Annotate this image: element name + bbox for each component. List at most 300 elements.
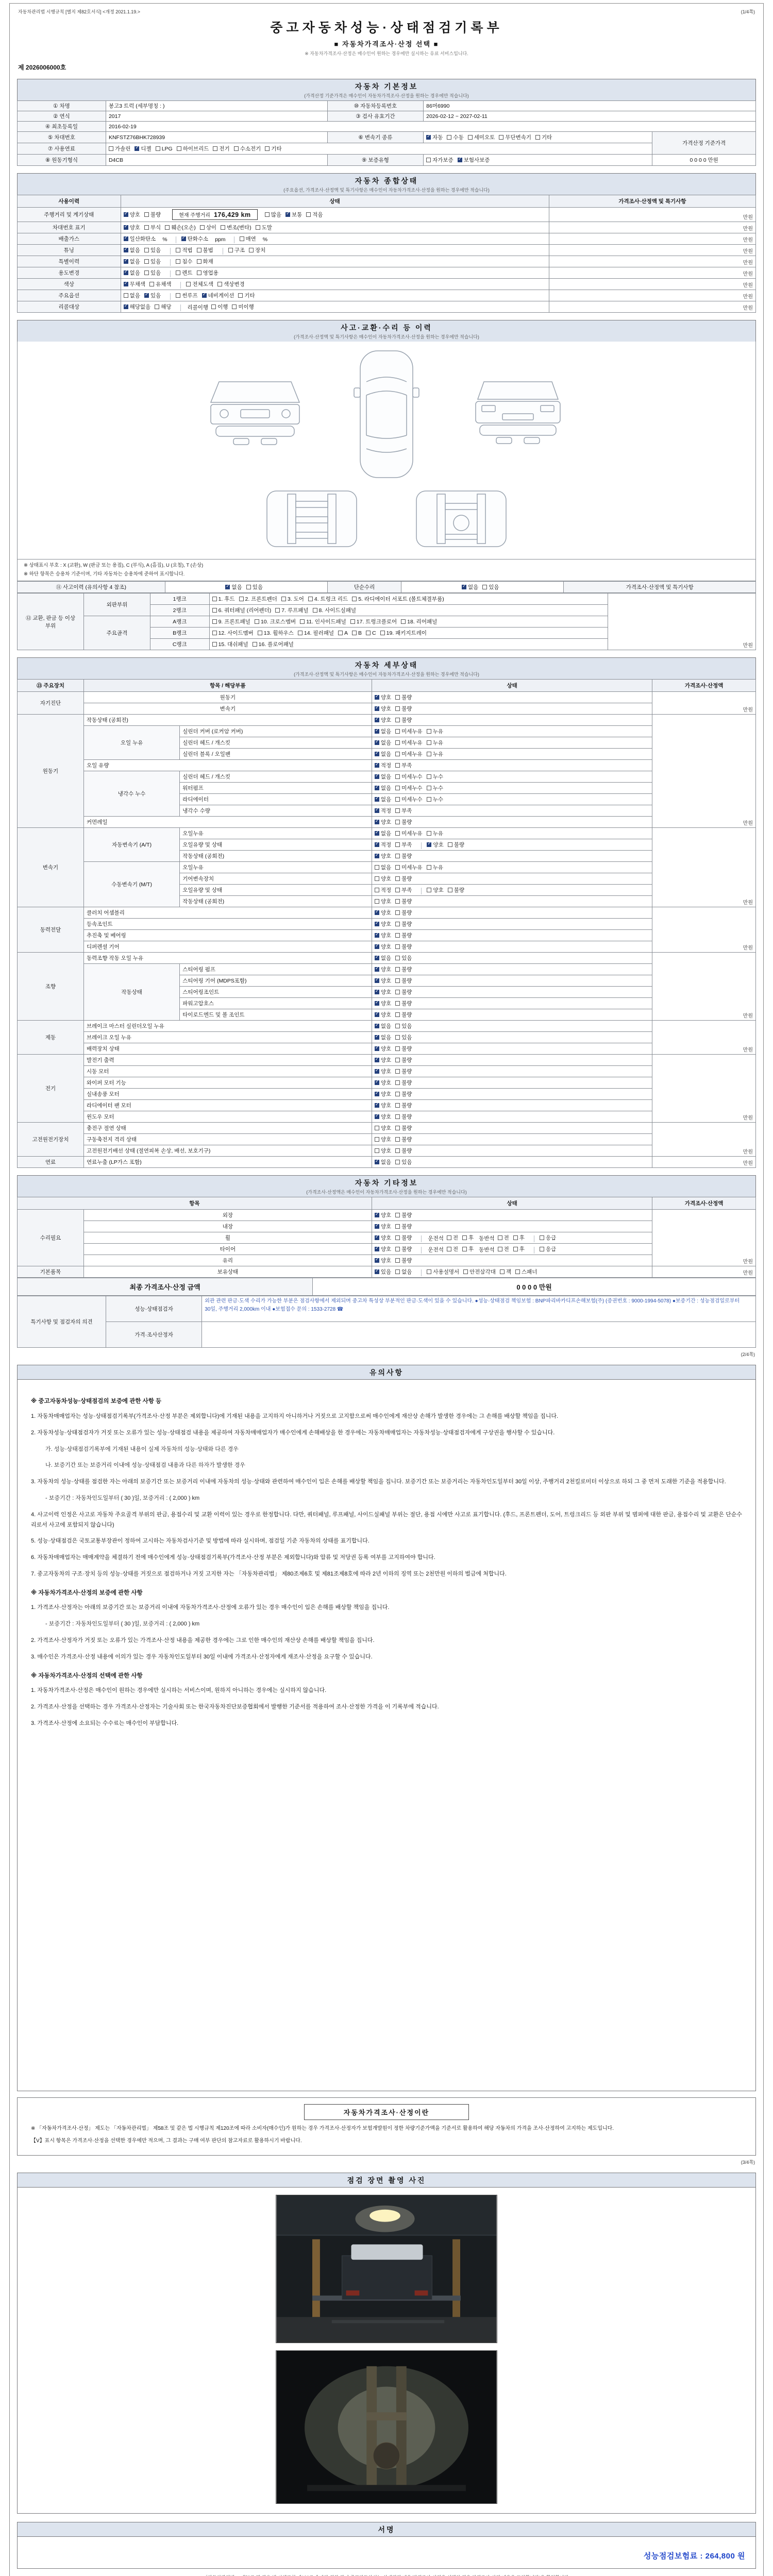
checkbox[interactable] — [124, 246, 140, 254]
checkbox-empty-icon[interactable] — [221, 225, 225, 230]
checkbox[interactable] — [395, 943, 412, 951]
checkbox-checked-icon[interactable] — [375, 1235, 379, 1240]
checkbox-empty-icon[interactable] — [395, 1012, 400, 1017]
checkbox[interactable] — [212, 595, 235, 603]
checkbox-checked-icon[interactable] — [375, 967, 379, 972]
checkbox-checked-icon[interactable] — [124, 212, 128, 217]
checkbox-checked-icon[interactable] — [285, 212, 290, 217]
checkbox[interactable] — [265, 145, 281, 152]
checkbox-checked-icon[interactable] — [375, 774, 379, 779]
checkbox-empty-icon[interactable] — [540, 1247, 544, 1251]
checkbox[interactable] — [350, 618, 397, 625]
checkbox[interactable] — [395, 965, 412, 973]
checkbox[interactable] — [513, 1245, 525, 1253]
checkbox-empty-icon[interactable] — [352, 631, 357, 635]
checkbox-empty-icon[interactable] — [155, 304, 159, 309]
checkbox[interactable] — [249, 246, 265, 254]
checkbox-checked-icon[interactable] — [375, 1012, 379, 1017]
checkbox[interactable] — [380, 629, 427, 637]
checkbox[interactable] — [155, 303, 171, 311]
checkbox-empty-icon[interactable] — [200, 225, 205, 230]
checkbox-empty-icon[interactable] — [255, 619, 259, 624]
checkbox-empty-icon[interactable] — [395, 1160, 400, 1164]
checkbox-empty-icon[interactable] — [395, 888, 400, 892]
checkbox[interactable] — [375, 807, 391, 815]
checkbox[interactable] — [447, 133, 463, 141]
checkbox[interactable] — [395, 863, 423, 871]
checkbox-empty-icon[interactable] — [448, 888, 452, 892]
checkbox-empty-icon[interactable] — [228, 248, 233, 252]
checkbox[interactable] — [395, 693, 412, 701]
checkbox-checked-icon[interactable] — [124, 282, 128, 286]
checkbox-empty-icon[interactable] — [427, 740, 431, 745]
checkbox-empty-icon[interactable] — [395, 820, 400, 824]
checkbox-checked-icon[interactable] — [375, 831, 379, 836]
checkbox[interactable] — [395, 1079, 412, 1087]
checkbox-empty-icon[interactable] — [197, 259, 201, 264]
checkbox-empty-icon[interactable] — [238, 293, 243, 298]
checkbox[interactable] — [395, 931, 412, 939]
checkbox[interactable] — [234, 145, 261, 152]
checkbox-empty-icon[interactable] — [462, 1235, 467, 1240]
checkbox-empty-icon[interactable] — [515, 1269, 520, 1274]
checkbox[interactable] — [395, 852, 412, 860]
checkbox-checked-icon[interactable] — [375, 1114, 379, 1119]
checkbox[interactable] — [395, 1245, 412, 1253]
checkbox[interactable] — [197, 258, 213, 265]
checkbox-empty-icon[interactable] — [395, 854, 400, 858]
checkbox[interactable] — [395, 773, 423, 781]
checkbox-checked-icon[interactable] — [144, 293, 149, 298]
checkbox[interactable] — [375, 1234, 391, 1242]
checkbox[interactable] — [375, 909, 391, 917]
checkbox[interactable] — [246, 583, 263, 591]
checkbox-empty-icon[interactable] — [427, 831, 431, 836]
checkbox[interactable] — [395, 727, 423, 735]
checkbox[interactable] — [515, 1268, 537, 1276]
checkbox-empty-icon[interactable] — [256, 225, 260, 230]
checkbox-checked-icon[interactable] — [375, 763, 379, 768]
checkbox[interactable] — [144, 246, 161, 254]
checkbox-empty-icon[interactable] — [375, 1148, 379, 1153]
checkbox[interactable] — [375, 1033, 391, 1041]
checkbox[interactable] — [462, 1234, 474, 1242]
checkbox[interactable] — [144, 224, 161, 231]
checkbox-checked-icon[interactable] — [375, 922, 379, 926]
checkbox-empty-icon[interactable] — [395, 695, 400, 700]
checkbox-empty-icon[interactable] — [500, 1269, 505, 1274]
checkbox-checked-icon[interactable] — [202, 293, 207, 298]
checkbox-checked-icon[interactable] — [375, 808, 379, 813]
checkbox[interactable] — [177, 145, 209, 152]
checkbox-empty-icon[interactable] — [149, 282, 154, 286]
checkbox[interactable] — [375, 1101, 391, 1109]
checkbox-checked-icon[interactable] — [462, 585, 466, 589]
checkbox[interactable] — [375, 875, 391, 883]
checkbox[interactable] — [395, 1268, 412, 1276]
checkbox-empty-icon[interactable] — [395, 706, 400, 711]
checkbox[interactable] — [395, 1124, 412, 1132]
checkbox[interactable] — [447, 1245, 458, 1253]
checkbox-checked-icon[interactable] — [375, 1103, 379, 1108]
checkbox-empty-icon[interactable] — [395, 956, 400, 960]
checkbox[interactable] — [375, 1136, 391, 1143]
checkbox[interactable] — [212, 629, 254, 637]
checkbox[interactable] — [447, 1234, 458, 1242]
checkbox-empty-icon[interactable] — [462, 1247, 467, 1251]
checkbox-empty-icon[interactable] — [211, 304, 216, 309]
checkbox[interactable] — [395, 909, 412, 917]
checkbox[interactable] — [375, 1011, 391, 1019]
checkbox-empty-icon[interactable] — [350, 619, 355, 624]
checkbox[interactable] — [375, 1124, 391, 1132]
checkbox[interactable] — [375, 977, 391, 985]
checkbox[interactable] — [395, 818, 412, 826]
checkbox-empty-icon[interactable] — [144, 270, 149, 275]
checkbox-checked-icon[interactable] — [124, 304, 128, 309]
checkbox[interactable] — [395, 784, 423, 792]
checkbox-empty-icon[interactable] — [395, 933, 400, 938]
checkbox-checked-icon[interactable] — [375, 695, 379, 700]
signature-area[interactable] — [18, 2537, 755, 2568]
checkbox[interactable] — [427, 841, 443, 849]
checkbox-empty-icon[interactable] — [395, 763, 400, 768]
checkbox-empty-icon[interactable] — [395, 1137, 400, 1142]
checkbox-checked-icon[interactable] — [135, 146, 139, 151]
checkbox[interactable] — [395, 1090, 412, 1098]
checkbox-empty-icon[interactable] — [144, 259, 149, 264]
checkbox-empty-icon[interactable] — [395, 1148, 400, 1153]
checkbox-empty-icon[interactable] — [212, 619, 217, 624]
checkbox-empty-icon[interactable] — [232, 304, 237, 309]
checkbox-empty-icon[interactable] — [498, 1235, 502, 1240]
checkbox-empty-icon[interactable] — [395, 899, 400, 904]
checkbox[interactable] — [144, 292, 161, 299]
checkbox-empty-icon[interactable] — [298, 631, 303, 635]
checkbox-empty-icon[interactable] — [176, 270, 180, 275]
checkbox[interactable] — [149, 280, 171, 288]
checkbox[interactable] — [144, 258, 161, 265]
checkbox-empty-icon[interactable] — [240, 236, 244, 241]
checkbox-checked-icon[interactable] — [375, 1269, 379, 1274]
checkbox[interactable] — [395, 954, 412, 962]
checkbox-checked-icon[interactable] — [458, 158, 462, 162]
checkbox-empty-icon[interactable] — [395, 740, 400, 745]
checkbox-empty-icon[interactable] — [395, 1126, 400, 1130]
checkbox-empty-icon[interactable] — [109, 146, 113, 151]
checkbox-empty-icon[interactable] — [499, 135, 503, 140]
checkbox[interactable] — [395, 1158, 412, 1166]
checkbox[interactable] — [458, 156, 490, 164]
checkbox-empty-icon[interactable] — [395, 1001, 400, 1006]
checkbox-empty-icon[interactable] — [395, 922, 400, 926]
checkbox-empty-icon[interactable] — [281, 597, 286, 601]
checkbox-empty-icon[interactable] — [300, 619, 305, 624]
checkbox-empty-icon[interactable] — [427, 774, 431, 779]
checkbox[interactable] — [427, 727, 443, 735]
checkbox[interactable] — [375, 795, 391, 803]
checkbox-empty-icon[interactable] — [427, 797, 431, 802]
checkbox-checked-icon[interactable] — [124, 270, 128, 275]
checkbox[interactable] — [395, 705, 412, 713]
checkbox-empty-icon[interactable] — [395, 990, 400, 994]
checkbox-empty-icon[interactable] — [176, 248, 180, 252]
checkbox-empty-icon[interactable] — [144, 248, 149, 252]
checkbox[interactable] — [375, 1067, 391, 1075]
checkbox[interactable] — [375, 1022, 391, 1030]
checkbox-empty-icon[interactable] — [427, 888, 431, 892]
checkbox[interactable] — [427, 784, 443, 792]
checkbox[interactable] — [124, 258, 140, 265]
checkbox[interactable] — [395, 1033, 412, 1041]
checkbox[interactable] — [375, 988, 391, 996]
checkbox-empty-icon[interactable] — [426, 158, 431, 162]
checkbox[interactable] — [212, 606, 272, 614]
checkbox[interactable] — [176, 292, 197, 299]
checkbox[interactable] — [395, 1223, 412, 1230]
checkbox-empty-icon[interactable] — [239, 597, 244, 601]
checkbox[interactable] — [395, 1257, 412, 1264]
checkbox[interactable] — [124, 292, 140, 299]
checkbox-checked-icon[interactable] — [124, 248, 128, 252]
checkbox-empty-icon[interactable] — [144, 212, 149, 217]
checkbox[interactable] — [448, 886, 464, 894]
checkbox-empty-icon[interactable] — [513, 1235, 518, 1240]
checkbox[interactable] — [375, 1268, 391, 1276]
checkbox-empty-icon[interactable] — [448, 842, 452, 847]
checkbox[interactable] — [338, 630, 348, 636]
checkbox-empty-icon[interactable] — [540, 1235, 544, 1240]
checkbox[interactable] — [124, 224, 140, 231]
checkbox[interactable] — [395, 1056, 412, 1064]
checkbox-checked-icon[interactable] — [426, 135, 431, 140]
checkbox-empty-icon[interactable] — [395, 1069, 400, 1074]
checkbox[interactable] — [500, 1268, 511, 1276]
checkbox[interactable] — [375, 716, 391, 724]
checkbox-checked-icon[interactable] — [427, 842, 431, 847]
checkbox-empty-icon[interactable] — [395, 1080, 400, 1085]
checkbox-empty-icon[interactable] — [165, 225, 170, 230]
checkbox-empty-icon[interactable] — [395, 865, 400, 870]
checkbox[interactable] — [375, 965, 391, 973]
checkbox[interactable] — [221, 224, 251, 231]
checkbox[interactable] — [285, 211, 302, 218]
checkbox[interactable] — [395, 795, 423, 803]
checkbox-empty-icon[interactable] — [213, 146, 217, 151]
checkbox-empty-icon[interactable] — [395, 967, 400, 972]
checkbox-empty-icon[interactable] — [535, 135, 540, 140]
checkbox[interactable] — [375, 920, 391, 928]
checkbox-checked-icon[interactable] — [124, 259, 128, 264]
checkbox-empty-icon[interactable] — [395, 1224, 400, 1229]
checkbox[interactable] — [375, 852, 391, 860]
checkbox[interactable] — [375, 1245, 391, 1253]
checkbox[interactable] — [375, 750, 391, 758]
checkbox-empty-icon[interactable] — [338, 631, 343, 635]
checkbox[interactable] — [395, 1022, 412, 1030]
checkbox[interactable] — [427, 739, 443, 747]
checkbox[interactable] — [426, 156, 453, 164]
checkbox[interactable] — [401, 618, 437, 625]
checkbox[interactable] — [395, 1211, 412, 1219]
checkbox-empty-icon[interactable] — [427, 1269, 431, 1274]
checkbox-checked-icon[interactable] — [375, 1213, 379, 1217]
checkbox[interactable] — [395, 999, 412, 1007]
checkbox-empty-icon[interactable] — [212, 597, 217, 601]
checkbox[interactable] — [375, 693, 391, 701]
checkbox-empty-icon[interactable] — [427, 786, 431, 790]
checkbox[interactable] — [395, 1234, 412, 1242]
checkbox[interactable] — [375, 1045, 391, 1053]
checkbox[interactable] — [513, 1234, 525, 1242]
checkbox[interactable] — [395, 1147, 412, 1155]
checkbox[interactable] — [462, 1245, 474, 1253]
checkbox[interactable] — [211, 303, 228, 311]
checkbox[interactable] — [395, 1045, 412, 1053]
checkbox-empty-icon[interactable] — [395, 1103, 400, 1108]
checkbox[interactable] — [395, 920, 412, 928]
checkbox[interactable] — [375, 841, 391, 849]
checkbox[interactable] — [212, 618, 250, 625]
checkbox-checked-icon[interactable] — [181, 236, 186, 241]
checkbox[interactable] — [448, 841, 464, 849]
checkbox[interactable] — [395, 841, 412, 849]
checkbox[interactable] — [395, 875, 412, 883]
checkbox[interactable] — [535, 133, 552, 141]
checkbox-empty-icon[interactable] — [427, 729, 431, 734]
checkbox[interactable] — [366, 630, 376, 636]
checkbox[interactable] — [468, 133, 495, 141]
checkbox[interactable] — [499, 133, 531, 141]
checkbox-checked-icon[interactable] — [375, 944, 379, 949]
checkbox[interactable] — [375, 829, 391, 837]
checkbox[interactable] — [256, 224, 272, 231]
checkbox[interactable] — [395, 716, 412, 724]
checkbox-checked-icon[interactable] — [375, 1224, 379, 1229]
checkbox[interactable] — [375, 739, 391, 747]
checkbox[interactable] — [427, 773, 443, 781]
checkbox-empty-icon[interactable] — [447, 1235, 451, 1240]
checkbox[interactable] — [375, 999, 391, 1007]
checkbox-checked-icon[interactable] — [375, 842, 379, 847]
checkbox-empty-icon[interactable] — [395, 1235, 400, 1240]
checkbox-checked-icon[interactable] — [375, 729, 379, 734]
checkbox[interactable] — [463, 1268, 496, 1276]
checkbox-empty-icon[interactable] — [395, 1269, 400, 1274]
checkbox[interactable] — [255, 618, 296, 625]
checkbox-empty-icon[interactable] — [395, 718, 400, 722]
checkbox[interactable] — [427, 886, 443, 894]
checkbox[interactable] — [281, 595, 304, 603]
checkbox-checked-icon[interactable] — [375, 718, 379, 722]
checkbox[interactable] — [239, 595, 277, 603]
checkbox-empty-icon[interactable] — [395, 752, 400, 756]
checkbox[interactable] — [375, 784, 391, 792]
checkbox[interactable] — [375, 1158, 391, 1166]
checkbox[interactable] — [124, 269, 140, 277]
checkbox[interactable] — [165, 224, 196, 231]
checkbox-empty-icon[interactable] — [313, 608, 317, 613]
checkbox[interactable] — [375, 897, 391, 905]
checkbox[interactable] — [232, 303, 254, 311]
checkbox[interactable] — [375, 1079, 391, 1087]
checkbox-checked-icon[interactable] — [375, 1024, 379, 1028]
checkbox[interactable] — [498, 1245, 509, 1253]
checkbox[interactable] — [375, 773, 391, 781]
checkbox-empty-icon[interactable] — [234, 146, 239, 151]
checkbox-empty-icon[interactable] — [124, 293, 128, 298]
checkbox-checked-icon[interactable] — [375, 797, 379, 802]
checkbox-checked-icon[interactable] — [375, 706, 379, 711]
checkbox-empty-icon[interactable] — [395, 786, 400, 790]
checkbox[interactable] — [181, 235, 209, 243]
checkbox-empty-icon[interactable] — [395, 1035, 400, 1040]
checkbox-empty-icon[interactable] — [395, 1046, 400, 1051]
checkbox[interactable] — [375, 705, 391, 713]
checkbox[interactable] — [124, 235, 156, 243]
checkbox-empty-icon[interactable] — [144, 225, 149, 230]
checkbox[interactable] — [144, 211, 161, 218]
checkbox[interactable] — [375, 1113, 391, 1121]
checkbox[interactable] — [186, 280, 213, 288]
checkbox-empty-icon[interactable] — [197, 270, 201, 275]
checkbox[interactable] — [375, 863, 391, 871]
checkbox[interactable] — [124, 303, 151, 311]
checkbox[interactable] — [240, 235, 256, 243]
checkbox[interactable] — [352, 630, 362, 636]
checkbox-checked-icon[interactable] — [225, 585, 230, 589]
checkbox-empty-icon[interactable] — [375, 1137, 379, 1142]
checkbox[interactable] — [212, 640, 248, 648]
checkbox-empty-icon[interactable] — [212, 631, 217, 635]
checkbox-checked-icon[interactable] — [375, 1092, 379, 1096]
checkbox-checked-icon[interactable] — [375, 978, 379, 983]
checkbox-checked-icon[interactable] — [375, 854, 379, 858]
checkbox[interactable] — [225, 583, 242, 591]
checkbox-empty-icon[interactable] — [395, 1058, 400, 1062]
checkbox[interactable] — [313, 606, 357, 614]
checkbox[interactable] — [300, 618, 346, 625]
checkbox-checked-icon[interactable] — [375, 1035, 379, 1040]
checkbox-checked-icon[interactable] — [124, 225, 128, 230]
checkbox[interactable] — [228, 246, 245, 254]
checkbox-empty-icon[interactable] — [482, 585, 487, 589]
checkbox-empty-icon[interactable] — [375, 888, 379, 892]
checkbox-empty-icon[interactable] — [395, 944, 400, 949]
checkbox-empty-icon[interactable] — [395, 831, 400, 836]
checkbox-checked-icon[interactable] — [375, 933, 379, 938]
checkbox-checked-icon[interactable] — [375, 1058, 379, 1062]
checkbox-checked-icon[interactable] — [375, 820, 379, 824]
checkbox[interactable] — [427, 829, 443, 837]
checkbox-checked-icon[interactable] — [375, 1001, 379, 1006]
checkbox[interactable] — [395, 988, 412, 996]
checkbox[interactable] — [395, 1113, 412, 1121]
checkbox-empty-icon[interactable] — [395, 1258, 400, 1263]
checkbox-empty-icon[interactable] — [395, 1114, 400, 1119]
checkbox[interactable] — [395, 807, 412, 815]
checkbox[interactable] — [375, 954, 391, 962]
checkbox-checked-icon[interactable] — [375, 910, 379, 915]
checkbox[interactable] — [498, 1234, 509, 1242]
checkbox-checked-icon[interactable] — [375, 786, 379, 790]
checkbox-empty-icon[interactable] — [395, 808, 400, 813]
checkbox[interactable] — [144, 269, 161, 277]
checkbox-checked-icon[interactable] — [375, 1069, 379, 1074]
checkbox-empty-icon[interactable] — [177, 146, 181, 151]
checkbox-empty-icon[interactable] — [253, 642, 257, 647]
checkbox-empty-icon[interactable] — [375, 876, 379, 881]
